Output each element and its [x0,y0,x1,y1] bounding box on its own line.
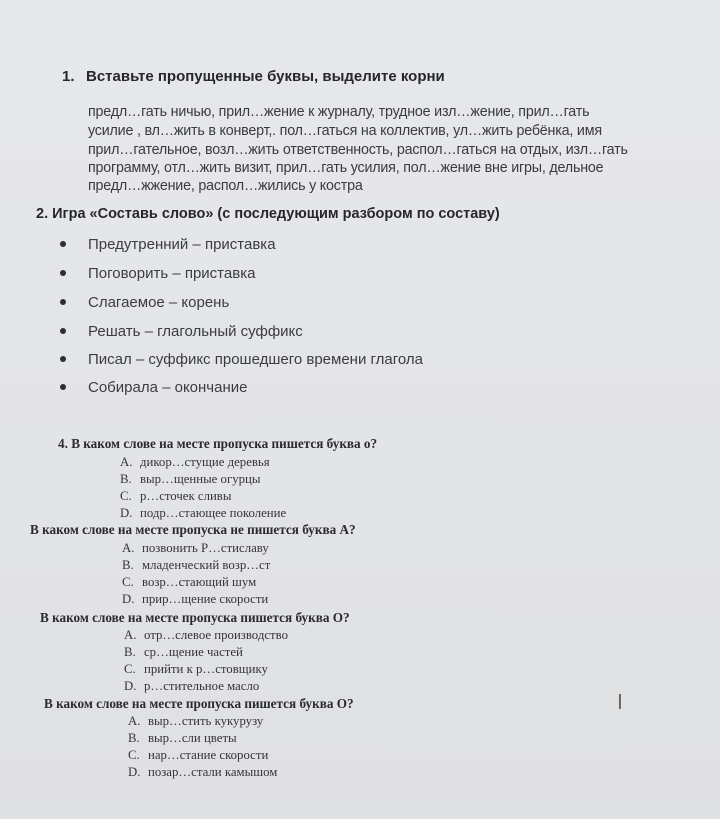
test4-option-a: А. выр…стить кукурузу [128,714,264,728]
task2-list-item: Слагаемое – корень [60,294,229,311]
task2-list-item: Поговорить – приставка [60,265,255,282]
task1-line-1: предл…гать ничью, прил…жение к журналу, трудное изл…жение, прил…гать [88,104,590,120]
task2-list-item: Предутренний – приставка [60,236,276,253]
test2-question: В каком слове на месте пропуска не пишется буква А? [30,522,356,537]
test1-option-c: С. р…сточек сливы [120,489,232,503]
task1-heading [62,68,445,85]
bullet-icon [60,241,66,247]
bullet-icon [60,328,66,334]
bullet-icon [60,299,66,305]
bullet-icon [60,270,66,276]
test1-question: 4. В каком слове на месте пропуска пишется буква о? [58,436,378,451]
test3-option-c: С. прийти к р…стовщику [124,662,268,676]
test4-question: В каком слове на месте пропуска пишется буква О? [44,696,354,711]
task1-line-5: предл…жжение, распол…жились у костра [88,178,363,194]
test1-option-a: А. дикор…стущие деревья [120,455,270,469]
test4-option-c: С. нар…стание скорости [128,748,269,762]
bullet-icon [60,384,66,390]
test2-option-b: В. младенческий возр…ст [122,558,271,572]
test4-option-b: В. выр…сли цветы [128,731,237,745]
task1-line-3: прил…гательное, возл…жить ответственность, распол…гаться на отдых, изл…гать [88,142,628,158]
task1-number: 1. [62,68,75,85]
test4-option-d: D. позар…стали камышом [128,765,278,779]
bullet-icon [60,356,66,362]
test3-option-a: А. отр…слевое производство [124,628,288,642]
test1-option-d: D. подр…стающее поколение [120,506,287,520]
test3-question: В каком слове на месте пропуска пишется буква О? [40,610,350,625]
task2-heading: 2. Игра «Составь слово» (с последующим разбором по составу) [36,206,500,222]
task2-list-item: Собирала – окончание [60,379,247,396]
task1-line-4: программу, отл…жить визит, прил…гать усилия, пол…жение вне игры, дельное [88,160,604,176]
task1-title: Вставьте пропущенные буквы, выделите корни [86,68,445,85]
test2-option-c: С. возр…стающий шум [122,575,257,589]
task2-list-item: Решать – глагольный суффикс [60,323,303,340]
task2-list-item: Писал – суффикс прошедшего времени глагола [60,351,423,368]
test1-option-b: В. выр…щенные огурцы [120,472,261,486]
test3-option-b: В. ср…щение частей [124,645,243,659]
text-cursor-icon: I [617,690,623,714]
test2-option-a: А. позвонить Р…стиславу [122,541,269,555]
test2-option-d: D. прир…щение скорости [122,592,269,606]
task1-line-2: усилие , вл…жить в конверт,. пол…гаться на коллектив, ул…жить ребёнка, имя [88,123,602,139]
test3-option-d: D. р…стительное масло [124,679,260,693]
